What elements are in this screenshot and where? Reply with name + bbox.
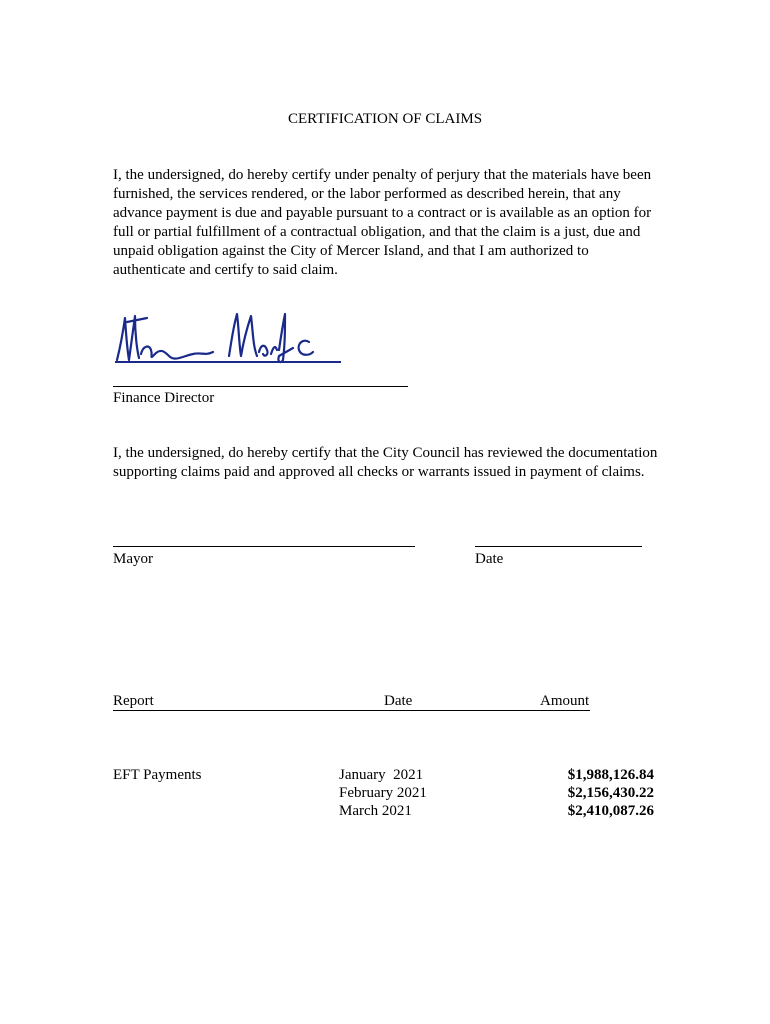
signature-image (113, 304, 343, 368)
document-title: CERTIFICATION OF CLAIMS (287, 111, 483, 127)
certification-paragraph: I, the undersigned, do hereby certify under penalty of perjury that the materials have been furnished, the services rendered, or the labor performed as described herein, that any advance payment is due and payable pursuant to a contract or is available as an option for full or partial fulfillment of a contractual obligation, and that the claim is a just, due and unpaid obligation against the City of Mercer Island, and that I am authorized to authenticate and certify to said claim. (113, 167, 652, 278)
finance-director-signature-line (113, 386, 408, 387)
finance-director-label: Finance Director (113, 390, 215, 406)
table-header-underline (113, 710, 590, 711)
row-amount-2: $2,156,430.22 (567, 785, 654, 801)
table-header-report: Report (113, 693, 154, 709)
table-header-date: Date (384, 693, 413, 709)
row-date-3: March 2021 (339, 803, 412, 819)
council-certification-paragraph: I, the undersigned, do hereby certify that the City Council has reviewed the documentation supporting claims paid and approved all checks or warrants issued in payment of claims. (113, 445, 658, 480)
table-header-amount: Amount (540, 693, 590, 709)
date-signature-line (475, 546, 642, 547)
row-amount-1: $1,988,126.84 (567, 767, 654, 783)
date-label: Date (475, 551, 504, 567)
row-report: EFT Payments (113, 767, 202, 783)
mayor-label: Mayor (113, 551, 153, 567)
mayor-signature-line (113, 546, 415, 547)
row-amount-3: $2,410,087.26 (567, 803, 654, 819)
row-date-1: January 2021 (339, 767, 424, 783)
row-date-2: February 2021 (339, 785, 427, 801)
